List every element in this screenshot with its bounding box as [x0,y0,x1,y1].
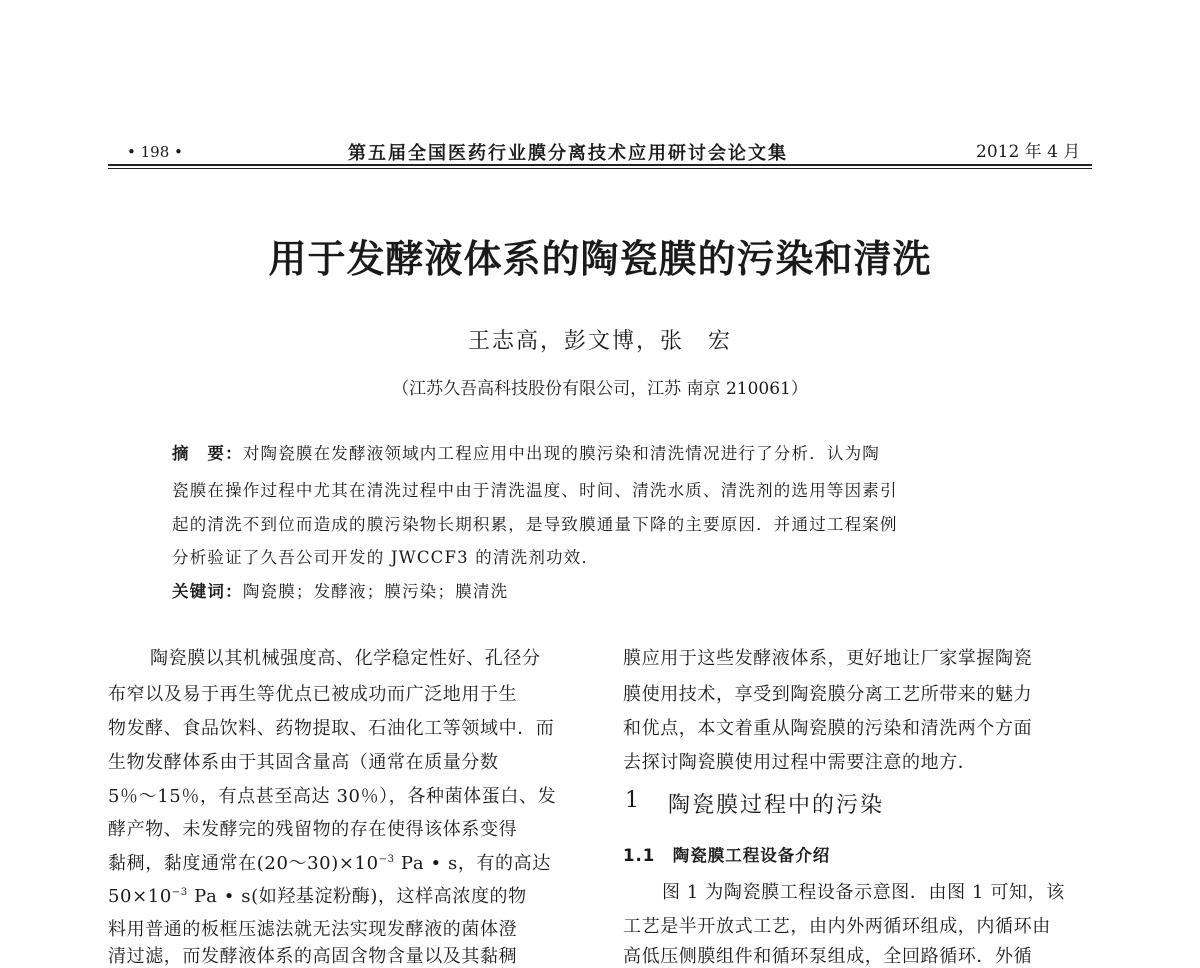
superscript: −3 [171,887,188,898]
abstract-line: 起的清洗不到位而造成的膜污染物长期积累，是导致膜通量下降的主要原因．并通过工程案例 [172,515,898,534]
publication-date: 2012 年 4 月 [976,142,1081,162]
section-heading: 陶瓷膜过程中的污染 [668,793,885,818]
abstract-line: 分析验证了久吾公司开发的 JWCCF3 的清洗剂功效． [172,548,600,567]
body-line: 图 1 为陶瓷膜工程设备示意图．由图 1 可知，该 [662,882,1065,903]
body-line: 去探讨陶瓷膜使用过程中需要注意的地方． [623,752,977,773]
section-number: 1 [625,788,639,813]
superscript: −3 [378,854,395,865]
body-line: 和优点，本文着重从陶瓷膜的污染和清洗两个方面 [623,718,1033,739]
keywords-label: 关键词： [172,582,243,601]
abstract-line: 瓷膜在操作过程中尤其在清洗过程中由于清洗温度、时间、清洗水质、清洗剂的选用等因素引 [172,481,898,500]
header-rule-bottom [108,168,1092,169]
abstract-line [172,440,880,464]
page-number: • 198 • [127,143,183,161]
abstract-label: 摘 要： [172,444,243,463]
header-rule-top [108,164,1092,166]
body-line: 生物发酵体系由于其固含量高（通常在质量分数 [108,752,499,773]
affiliation: （江苏久吾高科技股份有限公司，江苏 南京 210061） [392,379,808,399]
subsection-heading: 1.1 陶瓷膜工程设备介绍 [623,846,831,865]
body-line: 料用普通的板框压滤法就无法实现发酵液的菌体澄 [108,919,518,940]
body-line: 布窄以及易于再生等优点已被成功而广泛地用于生 [108,684,518,705]
body-fragment: 50×10 [108,886,172,907]
proceedings-title: 第五届全国医药行业膜分离技术应用研讨会论文集 [348,143,788,164]
body-line: 陶瓷膜以其机械强度高、化学稳定性好、孔径分 [150,648,541,669]
body-line: 清过滤，而发酵液体系的高固含物含量以及其黏稠 [108,946,518,967]
body-line: 高低压侧膜组件和循环泵组成，全回路循环．外循 [623,946,1033,967]
keywords-line [172,578,508,602]
body-line: 工艺是半开放式工艺，由内外两循环组成，内循环由 [623,916,1051,937]
body-fragment: Pa • s(如羟基淀粉酶)，这样高浓度的物 [187,886,527,907]
paper-title: 用于发酵液体系的陶瓷膜的污染和清洗 [268,237,932,281]
body-fragment: Pa • s，有的高达 [394,853,551,874]
body-line [108,849,551,875]
body-line: 膜应用于这些发酵液体系，更好地让厂家掌握陶瓷 [623,648,1033,669]
keywords-text: 陶瓷膜；发酵液；膜污染；膜清洗 [242,582,509,601]
body-line [108,882,527,908]
authors: 王志高，彭文博，张 宏 [467,329,732,354]
body-fragment: 黏稠，黏度通常在(20～30)×10 [108,853,379,874]
body-line: 5％～15％，有点甚至高达 30％），各种菌体蛋白、发 [108,786,557,807]
body-line: 物发酵、食品饮料、药物提取、石油化工等领域中．而 [108,718,555,739]
body-line: 酵产物、未发酵完的残留物的存在使得该体系变得 [108,819,518,840]
abstract-text: 对陶瓷膜在发酵液领域内工程应用中出现的膜污染和清洗情况进行了分析．认为陶 [242,444,881,463]
body-line: 膜使用技术，享受到陶瓷膜分离工艺所带来的魅力 [623,684,1033,705]
